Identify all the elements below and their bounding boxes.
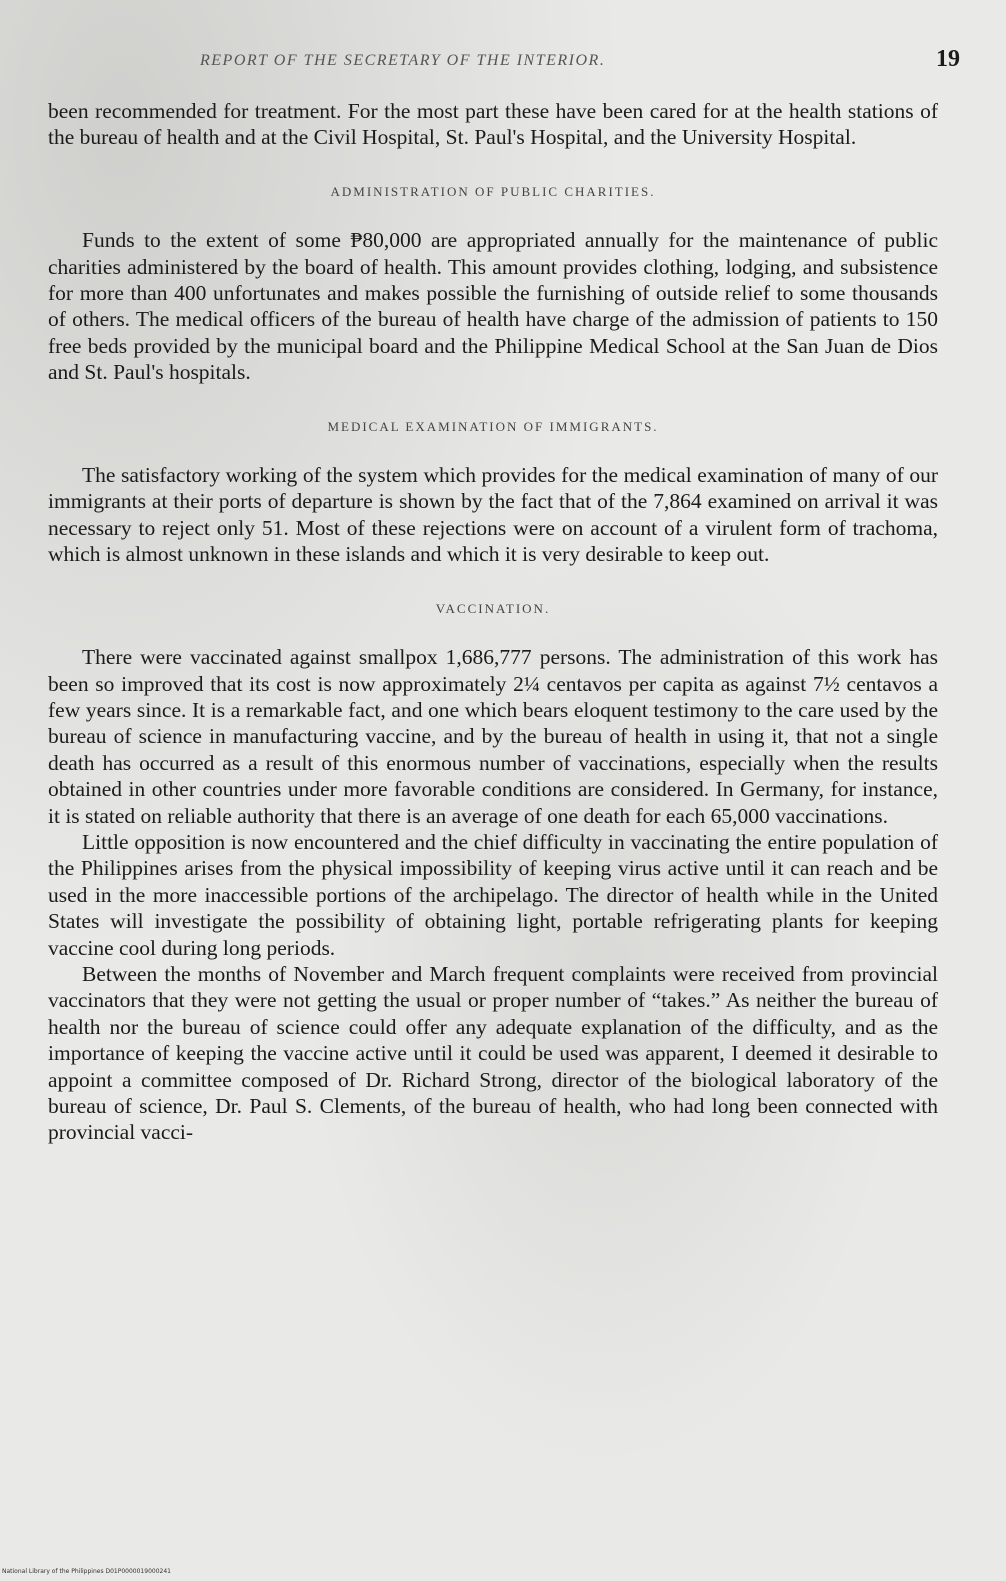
- document-body: [48, 98, 938, 1146]
- paragraph: been recommended for treatment. For the most part these have been cared for at the health stations of the bureau of health and at the Civil Hospital, St. Paul's Hospital, and the University Hospital.: [48, 99, 938, 150]
- running-head: [60, 46, 960, 76]
- paragraph: Funds to the extent of some ₱80,000 are appropriated annually for the maintenance of public charities administered by the board of health. This amount provides clothing, lodging, and subsistence for more than 400 unfortunates and makes possible the furnishing of outside relief to some thousands of others. The medical officers of the bureau of health have charge of the admission of patients to 150 free beds provided by the municipal board and the Philippine Medical School at the San Juan de Dios and St. Paul's hospitals.: [48, 228, 938, 385]
- paragraph: There were vaccinated against smallpox 1,686,777 persons. The administration of this work has been so improved that its cost is now approximately 2¼ centavos per capita as against 7½ centavos a few years since. It is a remarkable fact, and one which bears eloquent testimony to the care used by the bureau of science in manufacturing vaccine, and by the bureau of health in using it, that not a single death has occurred as a result of this enormous number of vaccinations, especially when the results obtained in other countries under more favorable conditions are considered. In Germany, for instance, it is stated on reliable authority that there is an average of one death for each 65,000 vaccinations.: [48, 645, 938, 828]
- paragraph: The satisfactory working of the system which provides for the medical examination of many of our immigrants at their ports of departure is shown by the fact that of the 7,864 examined on arrival it was necessary to reject only 51. Most of these rejections were on account of a virulent form of trachoma, which is almost unknown in these islands and which it is very desirable to keep out.: [48, 463, 938, 567]
- paragraph: Little opposition is now encountered and the chief difficulty in vaccinating the entire population of the Philippines arises from the physical impossibility of keeping virus active until it can reach and be used in the more inaccessible portions of the archipelago. The director of health while in the United States will investigate the possibility of obtaining light, portable refrigerating plants for keeping vaccine cool during long periods.: [48, 829, 938, 960]
- running-title: REPORT OF THE SECRETARY OF THE INTERIOR.: [200, 52, 606, 69]
- scan-credit: National Library of the Philippines D01P0000019000241: [2, 1568, 171, 1575]
- paragraph: Between the months of November and March frequent complaints were received from provincial vaccinators that they were not getting the usual or proper number of “takes.” As neither the bureau of health nor the bureau of science could offer any adequate explanation of the difficulty, and as the importance of keeping the vaccine active until it could be used was apparent, I deemed it desirable to appoint a committee composed of Dr. Richard Strong, director of the biological laboratory of the bureau of science, Dr. Paul S. Clements, of the bureau of health, who had long been connected with provincial vacci-: [48, 961, 938, 1145]
- section-heading: MEDICAL EXAMINATION OF IMMIGRANTS.: [327, 418, 659, 434]
- section-heading: VACCINATION.: [435, 600, 551, 616]
- page-number: 19: [936, 46, 960, 72]
- section-heading: ADMINISTRATION OF PUBLIC CHARITIES.: [330, 183, 656, 199]
